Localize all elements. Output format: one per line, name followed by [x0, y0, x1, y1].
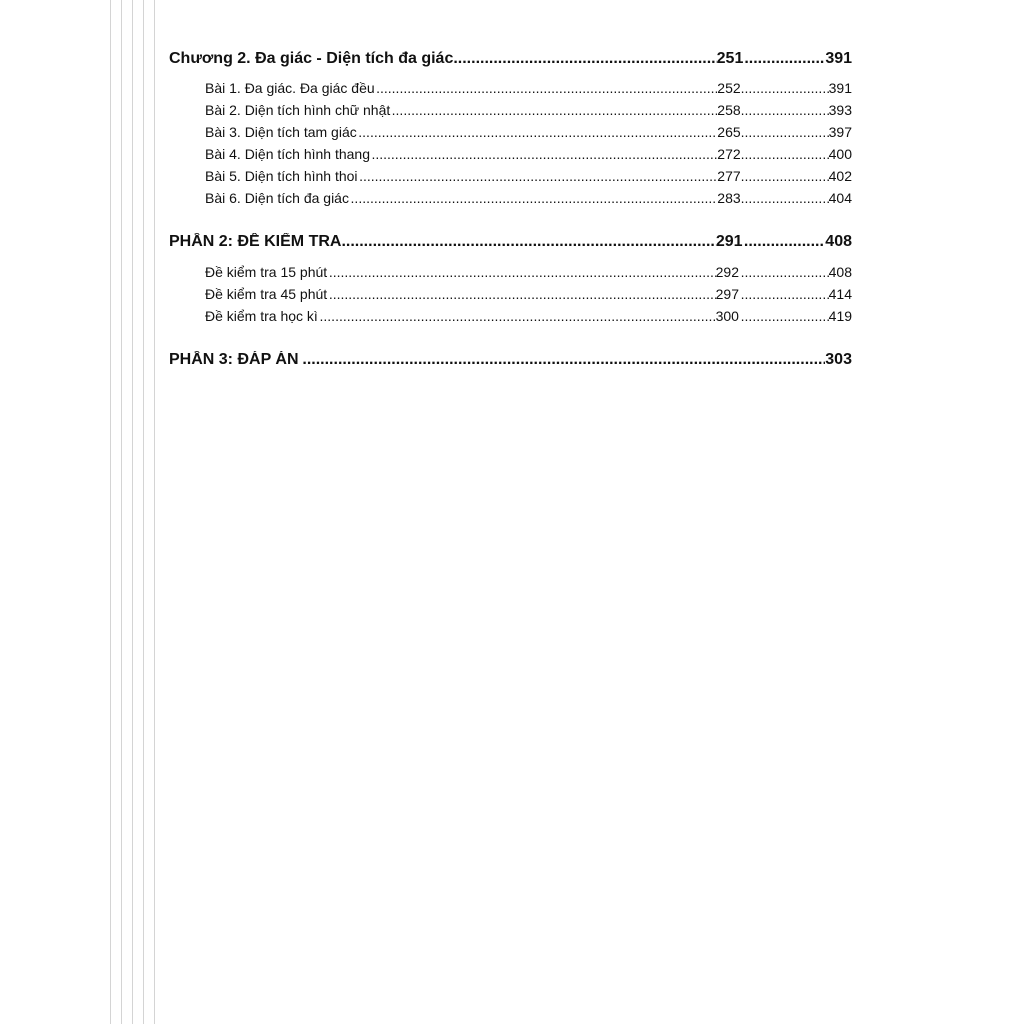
toc-entry-label: Bài 3. Diện tích tam giác [205, 124, 357, 140]
dot-leader [329, 286, 716, 302]
toc-page-number: 272 [717, 146, 741, 162]
toc-part-3 [169, 351, 852, 373]
toc-lesson [205, 146, 852, 166]
toc-page-number: 391 [825, 50, 852, 67]
dot-leader [371, 146, 717, 162]
dot-leader [741, 190, 829, 206]
dot-leader [744, 50, 824, 68]
dot-leader [320, 308, 716, 324]
toc-lesson [205, 80, 852, 100]
toc-page-number: 408 [825, 233, 852, 250]
toc-test [205, 286, 852, 306]
toc-page-number: 291 [715, 233, 743, 250]
toc-page-number: 408 [828, 264, 852, 280]
toc-lesson [205, 124, 852, 144]
toc-entry-label: Bài 6. Diện tích đa giác [205, 190, 349, 206]
toc-page-number: 303 [825, 351, 852, 368]
dot-leader [741, 124, 829, 140]
dot-leader [744, 233, 824, 251]
toc-lesson [205, 190, 852, 210]
toc-entry-label: Bài 2. Diện tích hình chữ nhật [205, 102, 391, 118]
dot-leader [741, 146, 829, 162]
toc-page-number: 292 [715, 264, 739, 280]
toc-page-number: 414 [828, 286, 852, 302]
toc-entry-label: Đề kiểm tra 15 phút [205, 264, 328, 280]
dot-leader [741, 80, 829, 96]
toc-page-number: 258 [717, 102, 741, 118]
toc-page-number: 251 [716, 50, 744, 67]
dot-leader [741, 168, 829, 184]
dot-leader [741, 264, 829, 280]
toc-entry-label: Đề kiểm tra 45 phút [205, 286, 328, 302]
toc-entry-label: PHẦN 2: ĐỀ KIỂM TRA [169, 233, 342, 250]
toc-page-number: 300 [715, 308, 739, 324]
dot-leader [741, 286, 829, 302]
toc-page-number: 397 [828, 124, 852, 140]
toc-entry-label: Bài 5. Diện tích hình thoi [205, 168, 358, 184]
dot-leader [351, 190, 718, 206]
toc-page-number: 277 [717, 168, 741, 184]
toc-entry-label: Bài 4. Diện tích hình thang [205, 146, 370, 162]
toc-entry-label: Bài 1. Đa giác. Đa giác đều [205, 80, 375, 96]
toc-test [205, 264, 852, 284]
toc-test [205, 308, 852, 328]
toc-part-2 [169, 233, 852, 255]
toc-page-number: 391 [828, 80, 852, 96]
dot-leader [302, 351, 825, 369]
toc-page-number: 252 [717, 80, 741, 96]
dot-leader [392, 102, 718, 118]
toc-page-number: 297 [715, 286, 739, 302]
toc-page-number: 393 [828, 102, 852, 118]
toc-entry-label: PHẦN 3: ĐÁP ÁN [169, 351, 299, 368]
dot-leader [376, 80, 717, 96]
toc-entry-label: Chương 2. Đa giác - Diện tích đa giác [169, 50, 454, 67]
toc-chapter-2 [169, 50, 852, 72]
toc-page-number: 400 [828, 146, 852, 162]
dot-leader [453, 50, 716, 68]
dot-leader [358, 124, 717, 140]
toc-lesson [205, 168, 852, 188]
dot-leader [359, 168, 717, 184]
dot-leader [741, 308, 829, 324]
toc-page-number: 419 [828, 308, 852, 324]
toc-page-number: 404 [828, 190, 852, 206]
toc-page-number: 402 [828, 168, 852, 184]
dot-leader [329, 264, 716, 280]
dot-leader [341, 233, 715, 251]
toc-page-number: 283 [717, 190, 741, 206]
toc-entry-label: Đề kiểm tra học kì [205, 308, 318, 324]
dot-leader [741, 102, 829, 118]
toc-lesson [205, 102, 852, 122]
toc-page-number: 265 [717, 124, 741, 140]
